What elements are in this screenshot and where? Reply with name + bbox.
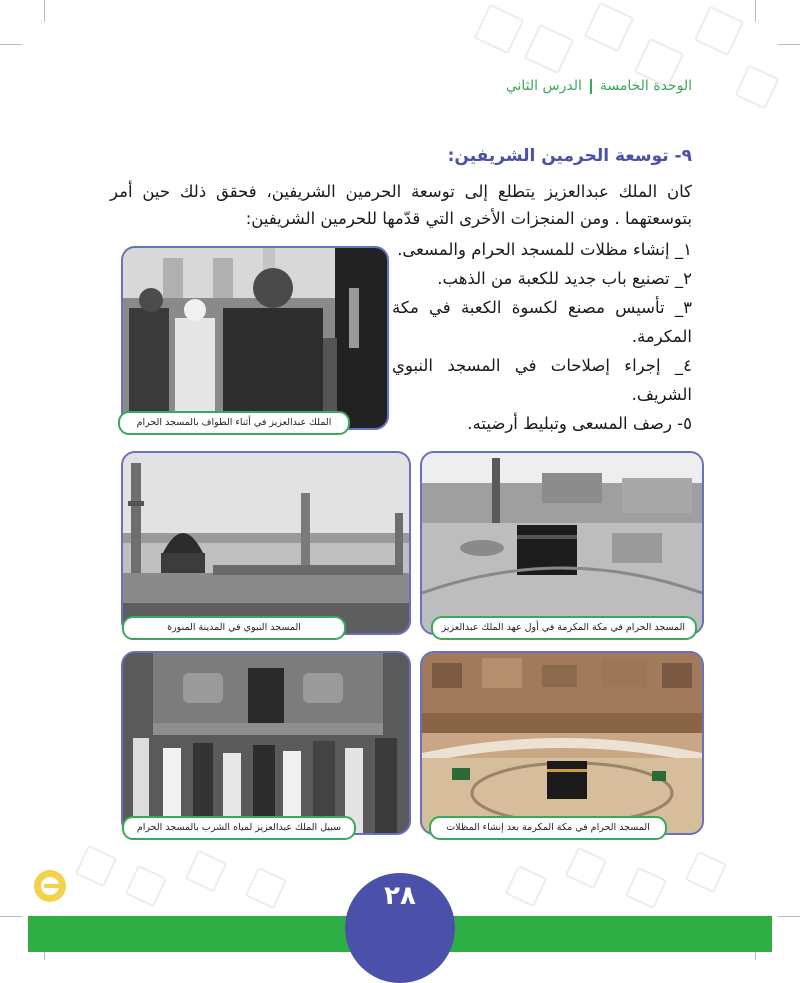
photo-water-fountain xyxy=(121,651,411,835)
decor-shape xyxy=(125,865,168,908)
section-title: ٩- توسعة الحرمين الشريفين: xyxy=(447,146,692,166)
achievements-list xyxy=(392,235,692,438)
photo-water-fountain-image xyxy=(123,653,409,833)
page-number: ٢٨ xyxy=(384,881,416,911)
header-separator xyxy=(590,79,592,94)
decor-shape xyxy=(505,865,548,908)
list-item: ٣_ تأسيس مصنع لكسوة الكعبة في مكة المكرمة. xyxy=(392,298,692,346)
crop-mark xyxy=(0,916,22,917)
photo-prophets-mosque xyxy=(121,451,411,635)
crop-mark xyxy=(755,0,756,22)
photo-haram-canopies-image xyxy=(422,653,702,833)
unit-label: الوحدة الخامسة xyxy=(599,78,692,94)
crop-mark xyxy=(44,0,45,22)
intro-paragraph: كان الملك عبدالعزيز يتطلع إلى توسعة الحرمين الشريفين، فحقق ذلك حين أمر بتوسعتهما . ومن المنجزات الأخرى التي قدّمها للحرمين الشريفين: xyxy=(110,182,692,228)
page-number-badge xyxy=(345,873,455,983)
list-item: ٢_ تصنيع باب جديد للكعبة من الذهب. xyxy=(437,269,692,288)
photo-haram-early-image xyxy=(422,453,702,633)
decor-shape xyxy=(75,845,118,888)
decor-shape xyxy=(694,6,744,56)
decor-shape xyxy=(584,2,634,52)
decor-shape xyxy=(565,847,608,890)
publisher-logo-icon xyxy=(32,868,68,904)
crop-mark xyxy=(0,44,22,45)
caption-prophets-mosque: المسجد النبوي في المدينة المنورة xyxy=(122,616,346,640)
caption-haram-canopies: المسجد الحرام في مكة المكرمة بعد إنشاء المظلات xyxy=(429,816,667,840)
crop-mark xyxy=(778,916,800,917)
decor-shape xyxy=(734,64,779,109)
decor-shape xyxy=(474,4,524,54)
lesson-label: الدرس الثاني xyxy=(505,78,582,94)
decor-shape xyxy=(625,867,668,910)
crop-mark xyxy=(778,44,800,45)
list-item: ٥- رصف المسعى وتبليط أرضيته. xyxy=(467,414,692,433)
photo-king-tawaf-image xyxy=(123,248,387,428)
list-item: ١_ إنشاء مظلات للمسجد الحرام والمسعى. xyxy=(397,240,692,259)
photo-haram-early xyxy=(420,451,704,635)
decor-shape xyxy=(524,24,574,74)
caption-water-fountain: سبيل الملك عبدالعزيز لمياه الشرب بالمسجد الحرام xyxy=(122,816,356,840)
page-header xyxy=(40,78,692,94)
photo-king-tawaf xyxy=(121,246,389,430)
caption-king-tawaf: الملك عبدالعزيز في أثناء الطواف بالمسجد الحرام xyxy=(118,411,350,435)
decor-shape xyxy=(185,850,228,893)
decor-shape xyxy=(245,867,288,910)
photo-haram-canopies xyxy=(420,651,704,835)
list-item: ٤_ إجراء إصلاحات في المسجد النبوي الشريف. xyxy=(392,356,692,404)
photo-prophets-mosque-image xyxy=(123,453,409,633)
caption-haram-early: المسجد الحرام في مكة المكرمة في أول عهد الملك عبدالعزيز xyxy=(431,616,697,640)
decor-shape xyxy=(685,851,728,894)
